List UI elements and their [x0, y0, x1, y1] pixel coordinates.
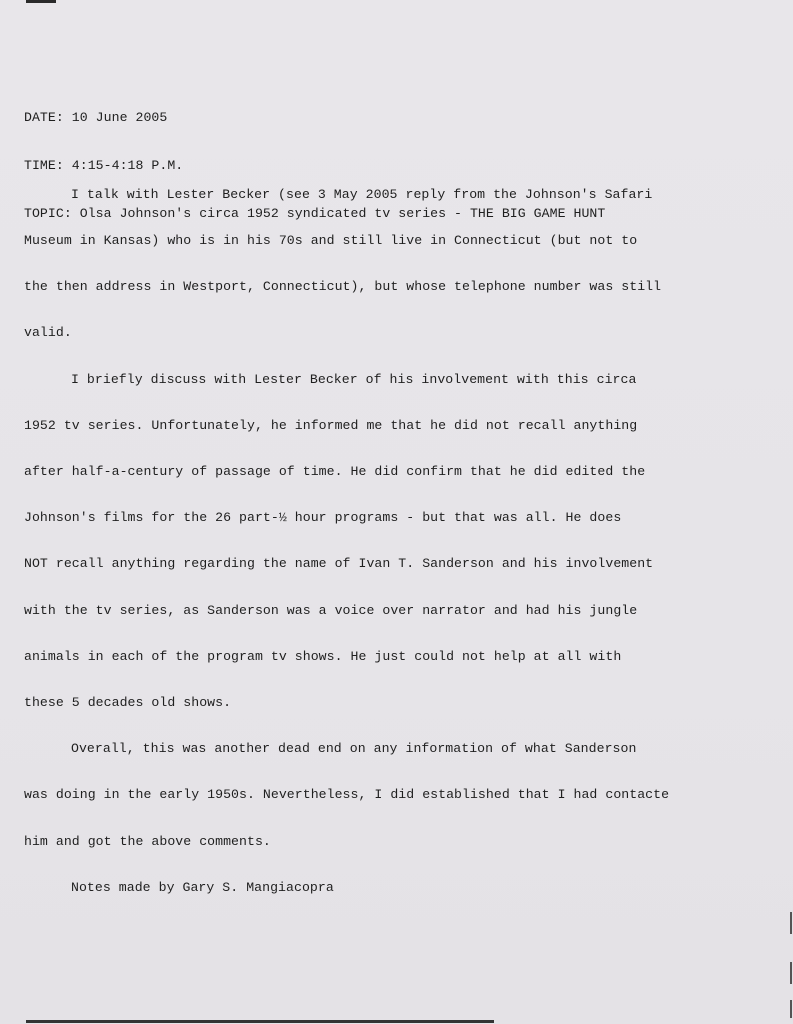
top-edge-mark: [26, 0, 56, 3]
paragraph-2-line: 1952 tv series. Unfortunately, he informed me that he did not recall anything: [24, 417, 638, 433]
paragraph-3-line: was doing in the early 1950s. Nevertheless, I did established that I had contacte: [24, 787, 670, 803]
paragraph-2-line: these 5 decades old shows.: [24, 695, 232, 711]
paragraph-1-line: valid.: [24, 325, 72, 341]
paragraph-3-line: him and got the above comments.: [24, 833, 271, 849]
time-line: TIME: 4:15-4:18 P.M.: [24, 158, 184, 173]
signature-note: Notes made by Gary S. Mangiacopra: [71, 879, 334, 895]
paragraph-1-line: the then address in Westport, Connecticut), but whose telephone number was still: [24, 279, 662, 295]
right-edge-mark: [790, 1000, 792, 1018]
paragraph-2-line: I briefly discuss with Lester Becker of his involvement with this circa: [71, 371, 637, 387]
paragraph-2-line: NOT recall anything regarding the name of Ivan T. Sanderson and his involvement: [24, 556, 654, 572]
right-edge-mark: [790, 962, 792, 984]
paragraph-1-line: Museum in Kansas) who is in his 70s and still live in Connecticut (but not to: [24, 233, 638, 249]
date-line: DATE: 10 June 2005: [24, 110, 168, 125]
paragraph-2-line: after half-a-century of passage of time. He did confirm that he did edited the: [24, 464, 646, 480]
memo-body: [24, 156, 669, 926]
paragraph-2-line: with the tv series, as Sanderson was a voice over narrator and had his jungle: [24, 602, 638, 618]
paragraph-2-line: Johnson's films for the 26 part-½ hour programs - but that was all. He does: [24, 510, 622, 526]
topic-line: TOPIC: Olsa Johnson's circa 1952 syndicated tv series - THE BIG GAME HUNT: [24, 206, 606, 221]
paragraph-3-line: Overall, this was another dead end on any information of what Sanderson: [71, 741, 637, 757]
right-edge-mark: [790, 912, 792, 934]
paragraph-1-line: I talk with Lester Becker (see 3 May 2005 reply from the Johnson's Safari: [71, 186, 653, 202]
bottom-edge-rule: [26, 1020, 494, 1023]
paragraph-2-line: animals in each of the program tv shows. He just could not help at all with: [24, 648, 622, 664]
